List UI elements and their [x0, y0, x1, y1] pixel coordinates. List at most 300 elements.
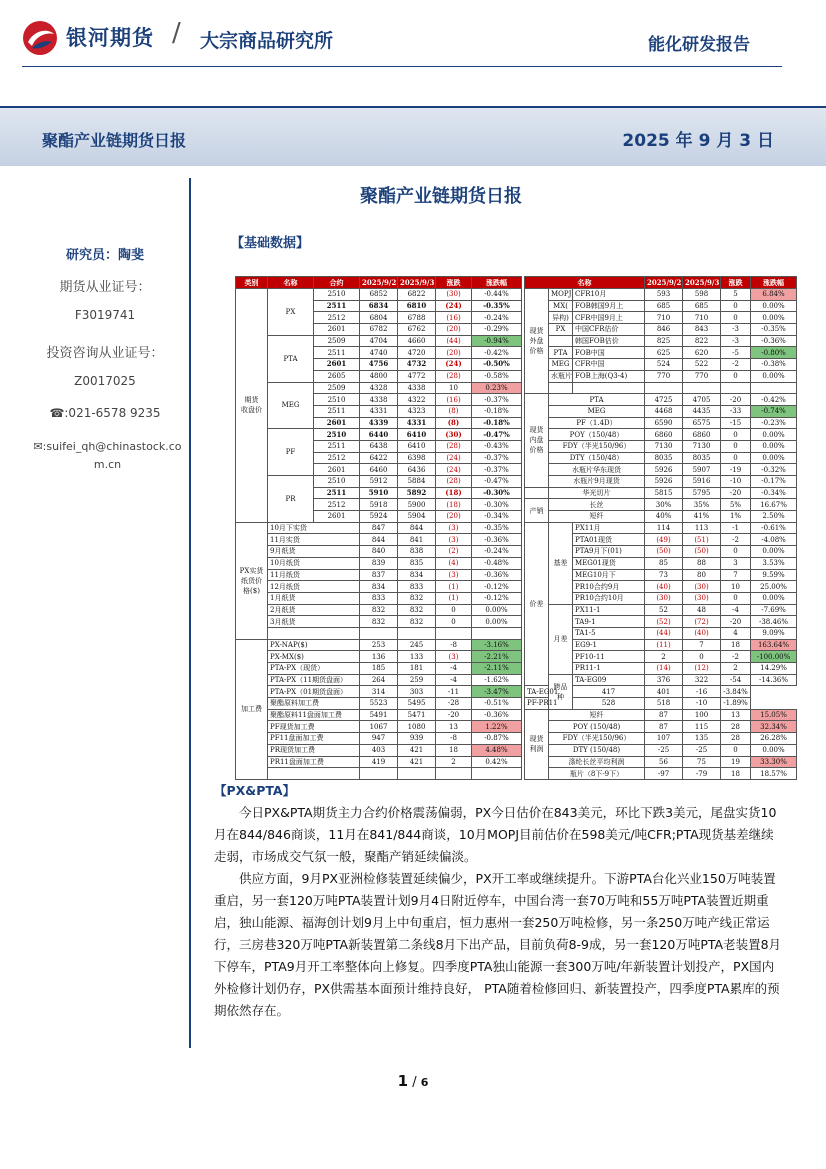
- value-cell: 4331: [360, 405, 398, 417]
- change-cell: 19: [721, 756, 751, 768]
- value-cell: 522: [683, 359, 721, 371]
- analysis-paragraph-1: 今日PX&PTA期货主力合约价格震荡偏弱，PX今日估价在843美元，环比下跌3美元，尾盘实货10月在844/846商谈，11月在841/844商谈，10月MOPJ目前估价在598美元/吨CFR;PTA现货基差继续走弱，市场成交气氛一般，聚酯产销延续偏淡。: [214, 805, 777, 864]
- item-name: MEG01现货: [573, 557, 645, 569]
- value-cell: (51): [683, 534, 721, 546]
- spec-cell: 韩国FOB估价: [573, 335, 645, 347]
- change-cell: 18: [721, 768, 751, 780]
- value-cell: 264: [360, 674, 398, 686]
- table-row: [525, 440, 797, 452]
- value-cell: 939: [398, 733, 436, 745]
- category-cell: 现货 内盘 价格: [525, 394, 549, 488]
- change-cell: (30): [436, 289, 472, 301]
- pct-cell: -0.24%: [472, 312, 522, 324]
- change-cell: (20): [436, 347, 472, 359]
- value-cell: 5815: [645, 487, 683, 499]
- item-name: 水瓶片华东现货: [549, 464, 645, 476]
- table-row: [525, 300, 797, 312]
- value-cell: 840: [360, 546, 398, 558]
- value-cell: 625: [645, 347, 683, 359]
- page-total: 6: [420, 1076, 429, 1089]
- table-row: [525, 324, 797, 336]
- value-cell: 685: [645, 300, 683, 312]
- value-cell: (50): [683, 546, 721, 558]
- change-cell: -15: [721, 417, 751, 429]
- value-cell: 85: [645, 557, 683, 569]
- contract-cell: 2511: [314, 487, 360, 499]
- pct-cell: [472, 768, 522, 780]
- value-cell: (40): [683, 627, 721, 639]
- table-row: [525, 522, 797, 534]
- change-cell: 0: [721, 452, 751, 464]
- item-name: PX11月: [573, 522, 645, 534]
- contract-cell: 2601: [314, 359, 360, 371]
- table-row: [525, 417, 797, 429]
- table-row: [236, 569, 522, 581]
- table-row: [525, 382, 797, 394]
- value-cell: -25: [683, 744, 721, 756]
- value-cell: 73: [645, 569, 683, 581]
- change-cell: -20: [436, 709, 472, 721]
- item-name: 聚酯原料11盘面加工费: [268, 709, 360, 721]
- change-cell: -4: [436, 663, 472, 675]
- value-cell: (72): [683, 616, 721, 628]
- change-cell: 7: [721, 569, 751, 581]
- value-cell: 4756: [360, 359, 398, 371]
- page-current: 1: [397, 1072, 409, 1090]
- pct-cell: -1.89%: [721, 698, 751, 710]
- contract-cell: 2509: [314, 382, 360, 394]
- pct-cell: -0.37%: [472, 452, 522, 464]
- value-cell: 5523: [360, 698, 398, 710]
- pct-cell: -0.47%: [472, 429, 522, 441]
- change-cell: 1%: [721, 511, 751, 523]
- change-cell: -33: [721, 405, 751, 417]
- value-cell: 1067: [360, 721, 398, 733]
- value-cell: 303: [398, 686, 436, 698]
- value-cell: 832: [360, 616, 398, 628]
- category-cell: 现货 利润: [525, 709, 549, 779]
- pct-cell: -1.62%: [472, 674, 522, 686]
- value-cell: 403: [360, 744, 398, 756]
- item-name: 10月纸货: [268, 557, 360, 569]
- value-cell: 8035: [683, 452, 721, 464]
- pct-cell: -3.84%: [721, 686, 751, 698]
- contract-cell: 2601: [314, 324, 360, 336]
- value-cell: 87: [645, 709, 683, 721]
- table-row: [236, 592, 522, 604]
- table-row: [525, 511, 797, 523]
- value-cell: 4772: [398, 370, 436, 382]
- value-cell: -97: [645, 768, 683, 780]
- column-header: 2025/9/3: [683, 277, 721, 289]
- change-cell: 13: [436, 721, 472, 733]
- pct-cell: -0.24%: [472, 546, 522, 558]
- table-row: [525, 768, 797, 780]
- value-cell: 6860: [645, 429, 683, 441]
- value-cell: 259: [398, 674, 436, 686]
- product-cell: MOPJ: [549, 289, 573, 301]
- value-cell: 4732: [398, 359, 436, 371]
- category-cell: [525, 487, 549, 499]
- contract-cell: 2601: [314, 464, 360, 476]
- contract-cell: 2512: [314, 499, 360, 511]
- value-cell: 5907: [683, 464, 721, 476]
- item-name: PTA01现货: [573, 534, 645, 546]
- change-cell: (8): [436, 417, 472, 429]
- value-cell: 843: [683, 324, 721, 336]
- table-row: [236, 546, 522, 558]
- spec-cell: FOB韩国9月上: [573, 300, 645, 312]
- value-cell: (30): [683, 592, 721, 604]
- change-cell: (3): [436, 651, 472, 663]
- table-row: [236, 756, 522, 768]
- pct-cell: -0.44%: [472, 289, 522, 301]
- change-cell: -11: [436, 686, 472, 698]
- table-row: [525, 359, 797, 371]
- pct-cell: -0.48%: [472, 557, 522, 569]
- change-cell: (20): [436, 324, 472, 336]
- spec-cell: CFR中国: [573, 359, 645, 371]
- change-cell: -2: [721, 534, 751, 546]
- table-row: [525, 733, 797, 745]
- pct-cell: 0.00%: [472, 616, 522, 628]
- pct-cell: -0.36%: [751, 335, 797, 347]
- value-cell: 7130: [683, 440, 721, 452]
- table-row: [236, 698, 522, 710]
- change-cell: 28: [721, 733, 751, 745]
- band-title: 聚酯产业链期货日报: [42, 131, 187, 150]
- pct-cell: -0.42%: [751, 394, 797, 406]
- left-data-table: [235, 276, 522, 780]
- value-cell: -25: [645, 744, 683, 756]
- value-cell: 7: [683, 639, 721, 651]
- table-row: [236, 651, 522, 663]
- table-row: [236, 674, 522, 686]
- value-cell: 185: [360, 663, 398, 675]
- change-cell: 0: [436, 604, 472, 616]
- value-cell: 4328: [360, 382, 398, 394]
- report-type: 能化研发报告: [648, 35, 750, 55]
- spec-cell: [573, 382, 645, 394]
- value-cell: 114: [645, 522, 683, 534]
- contract-cell: 2511: [314, 440, 360, 452]
- sidebar-divider: [189, 178, 191, 1048]
- value-cell: 4720: [398, 347, 436, 359]
- item-name: EG9-1: [573, 639, 645, 651]
- change-cell: 0: [721, 370, 751, 382]
- value-cell: 181: [398, 663, 436, 675]
- item-name: 3月纸货: [268, 616, 360, 628]
- value-cell: 5924: [360, 511, 398, 523]
- item-name: MEG: [549, 405, 645, 417]
- change-cell: 2: [721, 663, 751, 675]
- value-cell: 5900: [398, 499, 436, 511]
- item-name: [268, 768, 360, 780]
- pct-cell: 0.00%: [751, 312, 797, 324]
- item-name: PX11-1: [573, 604, 645, 616]
- pct-cell: 9.59%: [751, 569, 797, 581]
- column-header: 2025/9/3: [398, 277, 436, 289]
- left-table-header: [236, 277, 522, 289]
- table-row: [525, 604, 797, 616]
- header-divider: /: [172, 18, 181, 48]
- value-cell: 4725: [645, 394, 683, 406]
- change-cell: -10: [683, 698, 721, 710]
- item-name: PR11盘面加工费: [268, 756, 360, 768]
- item-name: PF现货加工费: [268, 721, 360, 733]
- value-cell: 6575: [683, 417, 721, 429]
- galaxy-logo-icon: [22, 20, 58, 56]
- value-cell: (44): [645, 627, 683, 639]
- value-cell: 56: [645, 756, 683, 768]
- change-cell: 18: [436, 744, 472, 756]
- value-cell: 5912: [360, 476, 398, 488]
- pct-cell: -0.36%: [472, 709, 522, 721]
- item-name: PTA-PX（现货）: [268, 663, 360, 675]
- item-name: DTY (150/48): [549, 744, 645, 756]
- item-name: 11月实货: [268, 534, 360, 546]
- change-cell: 13: [721, 709, 751, 721]
- product-cell: 水瓶片: [549, 370, 573, 382]
- pct-cell: -0.37%: [472, 394, 522, 406]
- item-name: 2月纸货: [268, 604, 360, 616]
- contract-cell: 2511: [314, 405, 360, 417]
- table-row: [236, 639, 522, 651]
- pct-cell: -2.11%: [472, 663, 522, 675]
- report-date: 2025 年 9 月 3 日: [622, 131, 774, 151]
- value-cell: 822: [683, 335, 721, 347]
- table-row: [525, 347, 797, 359]
- value-cell: 136: [360, 651, 398, 663]
- table-row: [525, 756, 797, 768]
- category-cell: 加工费: [236, 639, 268, 779]
- item-name: 水瓶片9月现货: [549, 476, 645, 488]
- pct-cell: 0.00%: [751, 452, 797, 464]
- pct-cell: -0.94%: [472, 335, 522, 347]
- pct-cell: -0.42%: [472, 347, 522, 359]
- value-cell: 6834: [360, 300, 398, 312]
- value-cell: (52): [645, 616, 683, 628]
- pct-cell: -0.30%: [472, 487, 522, 499]
- value-cell: 834: [360, 581, 398, 593]
- item-name: TA-EG01: [525, 686, 549, 698]
- value-cell: 6762: [398, 324, 436, 336]
- change-cell: -3: [721, 335, 751, 347]
- column-header: 2025/9/2: [360, 277, 398, 289]
- change-cell: -2: [721, 651, 751, 663]
- pct-cell: 163.64%: [751, 639, 797, 651]
- change-cell: -20: [721, 487, 751, 499]
- change-cell: (1): [436, 581, 472, 593]
- value-cell: 832: [398, 592, 436, 604]
- value-cell: 5926: [645, 464, 683, 476]
- value-cell: 6860: [683, 429, 721, 441]
- analysis-heading: 【PX&PTA】: [214, 783, 296, 798]
- category-cell: 产销: [525, 499, 549, 522]
- change-cell: -20: [721, 616, 751, 628]
- value-cell: 401: [645, 686, 683, 698]
- table-row: [525, 394, 797, 406]
- pct-cell: 0.00%: [751, 546, 797, 558]
- value-cell: 6460: [360, 464, 398, 476]
- value-cell: [398, 768, 436, 780]
- value-cell: 710: [645, 312, 683, 324]
- value-cell: 6436: [398, 464, 436, 476]
- item-name: 11月纸货: [268, 569, 360, 581]
- analysis-section: [214, 780, 786, 1022]
- value-cell: [683, 382, 721, 394]
- value-cell: 417: [573, 686, 645, 698]
- table-row: [236, 663, 522, 675]
- pct-cell: -0.35%: [472, 300, 522, 312]
- table-row: [525, 464, 797, 476]
- change-cell: 10: [436, 382, 472, 394]
- value-cell: 5910: [360, 487, 398, 499]
- pct-cell: 26.28%: [751, 733, 797, 745]
- pct-cell: 0.00%: [751, 300, 797, 312]
- value-cell: 376: [645, 674, 683, 686]
- value-cell: 832: [398, 604, 436, 616]
- column-header: 涨跌幅: [751, 277, 797, 289]
- institute-name: 大宗商品研究所: [200, 30, 334, 52]
- pct-cell: -0.35%: [751, 324, 797, 336]
- table-row: [236, 335, 522, 347]
- value-cell: 5904: [398, 511, 436, 523]
- pct-cell: -0.74%: [751, 405, 797, 417]
- column-header: 名称: [268, 277, 314, 289]
- table-row: [525, 744, 797, 756]
- table-row: [236, 289, 522, 301]
- value-cell: 75: [683, 756, 721, 768]
- pct-cell: 0.00%: [751, 429, 797, 441]
- pct-cell: -0.47%: [472, 476, 522, 488]
- pct-cell: -0.34%: [472, 511, 522, 523]
- change-cell: (2): [436, 546, 472, 558]
- value-cell: 8035: [645, 452, 683, 464]
- table-row: [236, 604, 522, 616]
- change-cell: -4: [721, 604, 751, 616]
- value-cell: 4705: [683, 394, 721, 406]
- change-cell: 5: [721, 289, 751, 301]
- value-cell: 4338: [398, 382, 436, 394]
- table-row: [236, 429, 522, 441]
- value-cell: 6410: [398, 440, 436, 452]
- pct-cell: -38.46%: [751, 616, 797, 628]
- change-cell: (16): [436, 312, 472, 324]
- change-cell: -16: [683, 686, 721, 698]
- change-cell: (24): [436, 359, 472, 371]
- change-cell: (28): [436, 476, 472, 488]
- value-cell: 839: [360, 557, 398, 569]
- product-cell: MX(: [549, 300, 573, 312]
- pct-cell: -0.51%: [472, 698, 522, 710]
- value-cell: 5918: [360, 499, 398, 511]
- section-basic-data-title: 【基础数据】: [231, 236, 310, 251]
- value-cell: 598: [683, 289, 721, 301]
- item-name: PR11-1: [573, 663, 645, 675]
- change-cell: (30): [436, 429, 472, 441]
- value-cell: 4740: [360, 347, 398, 359]
- pct-cell: -0.36%: [472, 534, 522, 546]
- value-cell: 4331: [398, 417, 436, 429]
- change-cell: (3): [436, 522, 472, 534]
- value-cell: 841: [398, 534, 436, 546]
- page-number: 1 / 6: [397, 1072, 429, 1090]
- subcategory-cell: 月差: [549, 604, 573, 674]
- change-cell: -2: [721, 359, 751, 371]
- table-row: [236, 733, 522, 745]
- value-cell: 6804: [360, 312, 398, 324]
- change-cell: (20): [436, 511, 472, 523]
- value-cell: 620: [683, 347, 721, 359]
- change-cell: 2: [436, 756, 472, 768]
- pct-cell: 0.42%: [472, 756, 522, 768]
- pct-cell: -0.61%: [751, 522, 797, 534]
- spec-cell: FOB中国: [573, 347, 645, 359]
- pct-cell: -0.12%: [472, 592, 522, 604]
- pct-cell: -2.21%: [472, 651, 522, 663]
- contract-cell: 2509: [314, 335, 360, 347]
- change-cell: 10: [721, 581, 751, 593]
- value-cell: 844: [398, 522, 436, 534]
- change-cell: (24): [436, 464, 472, 476]
- item-name: TA9-1: [573, 616, 645, 628]
- item-name: TA-EG09: [573, 674, 645, 686]
- value-cell: [360, 627, 398, 639]
- value-cell: 5491: [360, 709, 398, 721]
- value-cell: 833: [398, 581, 436, 593]
- pct-cell: [472, 627, 522, 639]
- table-row: [236, 627, 522, 639]
- pct-cell: 0.00%: [751, 744, 797, 756]
- contract-cell: 2510: [314, 429, 360, 441]
- item-name: TA1-5: [573, 627, 645, 639]
- change-cell: (4): [436, 557, 472, 569]
- table-row: [525, 429, 797, 441]
- pct-cell: 0.00%: [751, 592, 797, 604]
- pct-cell: [751, 382, 797, 394]
- item-name: 12月纸货: [268, 581, 360, 593]
- table-row: [236, 557, 522, 569]
- item-name: 华光切片: [549, 487, 645, 499]
- pct-cell: -0.23%: [751, 417, 797, 429]
- item-name: 9月纸货: [268, 546, 360, 558]
- right-data-table: [524, 276, 797, 780]
- pct-cell: 25.00%: [751, 581, 797, 593]
- change-cell: 0: [436, 616, 472, 628]
- spec-cell: CFR10月: [573, 289, 645, 301]
- item-name: PX-MX($): [268, 651, 360, 663]
- value-cell: 4435: [683, 405, 721, 417]
- value-cell: 0: [683, 651, 721, 663]
- pct-cell: -0.43%: [472, 440, 522, 452]
- change-cell: 28: [721, 721, 751, 733]
- item-name: FDY（半光150/96）: [549, 440, 645, 452]
- value-cell: 593: [645, 289, 683, 301]
- table-row: [525, 289, 797, 301]
- pct-cell: -0.32%: [751, 464, 797, 476]
- value-cell: 6810: [398, 300, 436, 312]
- product-cell: [549, 335, 573, 347]
- value-cell: 100: [683, 709, 721, 721]
- table-row: [236, 534, 522, 546]
- table-row: [236, 476, 522, 488]
- name-cell: PF: [268, 429, 314, 476]
- change-cell: 3: [721, 557, 751, 569]
- pct-cell: -0.50%: [472, 359, 522, 371]
- name-cell: PR: [268, 476, 314, 523]
- change-cell: (24): [436, 452, 472, 464]
